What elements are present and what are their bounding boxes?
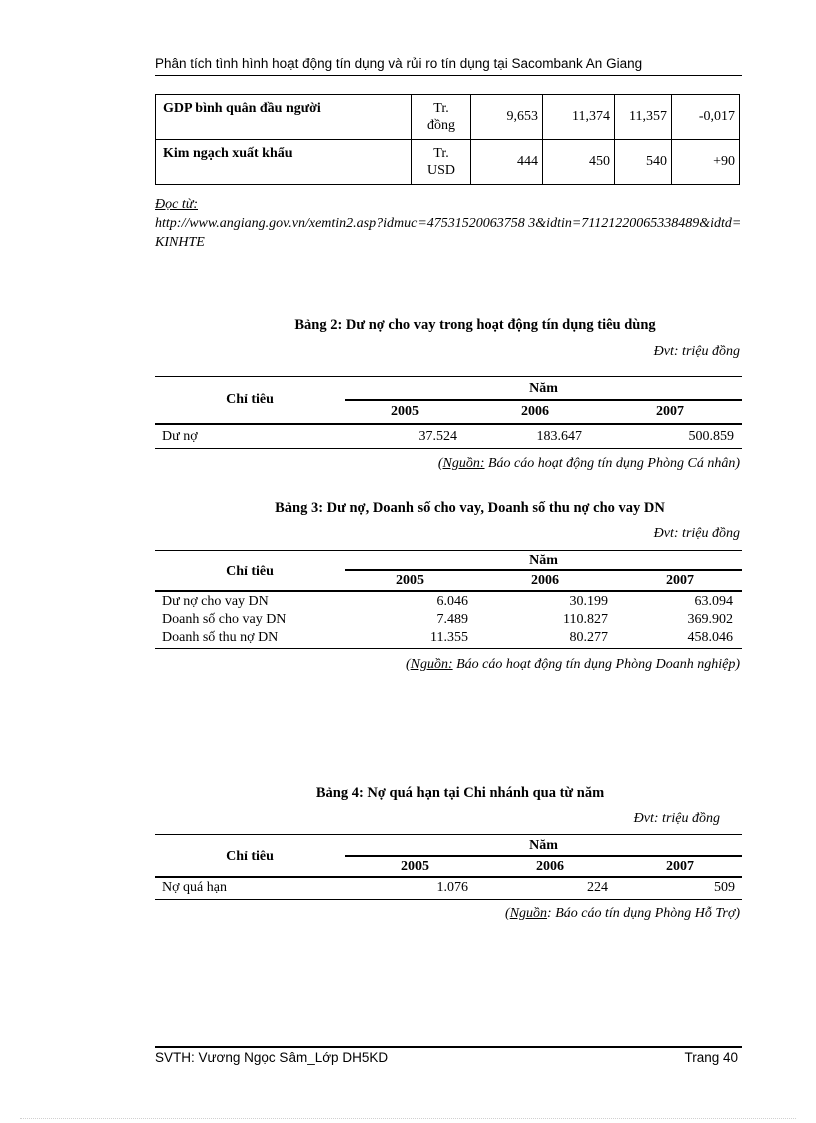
table2-col-header: Chỉ tiêu xyxy=(226,392,274,407)
unit-line: đồng xyxy=(427,118,455,133)
page-edge-divider xyxy=(20,1118,796,1119)
source-label: Đọc từ: xyxy=(155,197,199,212)
source-word: Nguồn: xyxy=(442,456,485,471)
value-cell: 444 xyxy=(471,140,543,185)
table3-value: 63.094 xyxy=(694,594,733,609)
source-prefix: ( xyxy=(505,906,510,921)
table3-group-rule xyxy=(345,569,742,571)
table3-year: 2006 xyxy=(531,573,559,588)
table3-group-header: Năm xyxy=(529,553,558,568)
footer-author: SVTH: Vương Ngọc Sâm_Lớp DH5KD xyxy=(155,1050,389,1065)
unit-cell xyxy=(412,140,471,185)
table2-value: 37.524 xyxy=(418,429,457,444)
unit-line: Tr. xyxy=(433,146,449,161)
table3-caption: Bảng 3: Dư nợ, Doanh số cho vay, Doanh số thu nợ cho vay DN xyxy=(275,500,665,516)
table3-row-label: Dư nợ cho vay DN xyxy=(162,594,269,609)
table3-unit: Đvt: triệu đồng xyxy=(653,526,740,541)
value-cell: 450 xyxy=(543,140,615,185)
table2-value: 500.859 xyxy=(688,429,734,444)
source-prefix: ( xyxy=(405,657,411,672)
footer-rule xyxy=(155,1046,742,1048)
row-label: Kim ngạch xuất khẩu xyxy=(156,140,412,185)
table3-year: 2007 xyxy=(666,573,694,588)
table4-header-rule xyxy=(155,876,742,878)
table3-header-rule xyxy=(155,590,742,592)
table3-row-label: Doanh số cho vay DN xyxy=(162,612,287,627)
value-cell: -0,017 xyxy=(672,95,740,140)
table4-value: 224 xyxy=(587,880,608,895)
table2-bottom-rule xyxy=(155,448,742,449)
table3-value: 11.355 xyxy=(430,630,468,645)
table3-value: 80.277 xyxy=(569,630,608,645)
table4-year: 2007 xyxy=(666,859,694,874)
unit-line: Tr. xyxy=(433,101,449,116)
page-header: Phân tích tình hình hoạt động tín dụng và rủi ro tín dụng tại Sacombank An Giang xyxy=(155,56,643,71)
unit-line: USD xyxy=(426,163,455,178)
source-word: Nguồn xyxy=(509,906,548,921)
value-cell: 11,374 xyxy=(543,95,615,140)
table3-bottom-rule xyxy=(155,648,742,649)
table4-year: 2006 xyxy=(536,859,564,874)
unit-cell xyxy=(412,95,471,140)
table4-value: 1.076 xyxy=(436,880,468,895)
table4-caption: Bảng 4: Nợ quá hạn tại Chi nhánh qua từ năm xyxy=(315,785,605,801)
economic-indicators-table xyxy=(155,94,740,185)
table3-value: 369.902 xyxy=(687,612,733,627)
table3-value: 110.827 xyxy=(563,612,608,627)
table2-group-rule xyxy=(345,399,742,401)
table4-year: 2005 xyxy=(401,859,429,874)
table2-year: 2005 xyxy=(391,404,419,419)
table2-header-rule xyxy=(155,423,742,425)
value-cell: 9,653 xyxy=(471,95,543,140)
table3-value: 7.489 xyxy=(436,612,468,627)
table3-row-label: Doanh số thu nợ DN xyxy=(162,630,279,645)
table3-source xyxy=(300,657,740,673)
source-prefix: ( xyxy=(437,456,443,471)
table-row xyxy=(156,95,740,140)
value-cell: +90 xyxy=(672,140,740,185)
table3-col-header: Chỉ tiêu xyxy=(226,564,274,579)
source-rest: : Báo cáo tín dụng Phòng Hỗ Trợ) xyxy=(547,906,740,921)
table2-top-rule xyxy=(155,376,742,377)
source-rest: Báo cáo hoạt động tín dụng Phòng Doanh nghiệp) xyxy=(452,657,740,672)
table4-value: 509 xyxy=(714,880,735,895)
header-rule xyxy=(155,75,742,76)
table2-caption: Bảng 2: Dư nợ cho vay trong hoạt động tín dụng tiêu dùng xyxy=(294,317,656,333)
value-cell: 540 xyxy=(615,140,672,185)
table2-row-label: Dư nợ xyxy=(162,429,198,444)
value-cell: 11,357 xyxy=(615,95,672,140)
table4-group-header: Năm xyxy=(529,838,558,853)
table4-group-rule xyxy=(345,855,742,857)
table3-top-rule xyxy=(155,550,742,551)
table4-source xyxy=(300,906,740,922)
table2-year: 2006 xyxy=(521,404,549,419)
table4-col-header: Chỉ tiêu xyxy=(226,849,274,864)
table3-value: 30.199 xyxy=(569,594,608,609)
page-number: Trang 40 xyxy=(684,1050,738,1065)
table3-value: 6.046 xyxy=(436,594,468,609)
source-rest: Báo cáo hoạt động tín dụng Phòng Cá nhân) xyxy=(484,456,740,471)
table2-source xyxy=(300,456,740,472)
table4-unit: Đvt: triệu đồng xyxy=(633,811,720,826)
table2-unit: Đvt: triệu đồng xyxy=(653,344,740,359)
row-label: GDP bình quân đầu người xyxy=(156,95,412,140)
table2-value: 183.647 xyxy=(536,429,582,444)
table4-row-label: Nợ quá hạn xyxy=(162,880,227,895)
table4-top-rule xyxy=(155,834,742,835)
table3-year: 2005 xyxy=(396,573,424,588)
table2-year: 2007 xyxy=(656,404,684,419)
source-link[interactable]: http://www.angiang.gov.vn/xemtin2.asp?idmuc=47531520063758 3&idtin=71121220065338489&idtd=KINHTE xyxy=(155,216,742,250)
source-word: Nguồn: xyxy=(410,657,453,672)
table-row xyxy=(156,140,740,185)
table3-value: 458.046 xyxy=(687,630,733,645)
table2-group-header: Năm xyxy=(529,381,558,396)
table4-bottom-rule xyxy=(155,899,742,900)
